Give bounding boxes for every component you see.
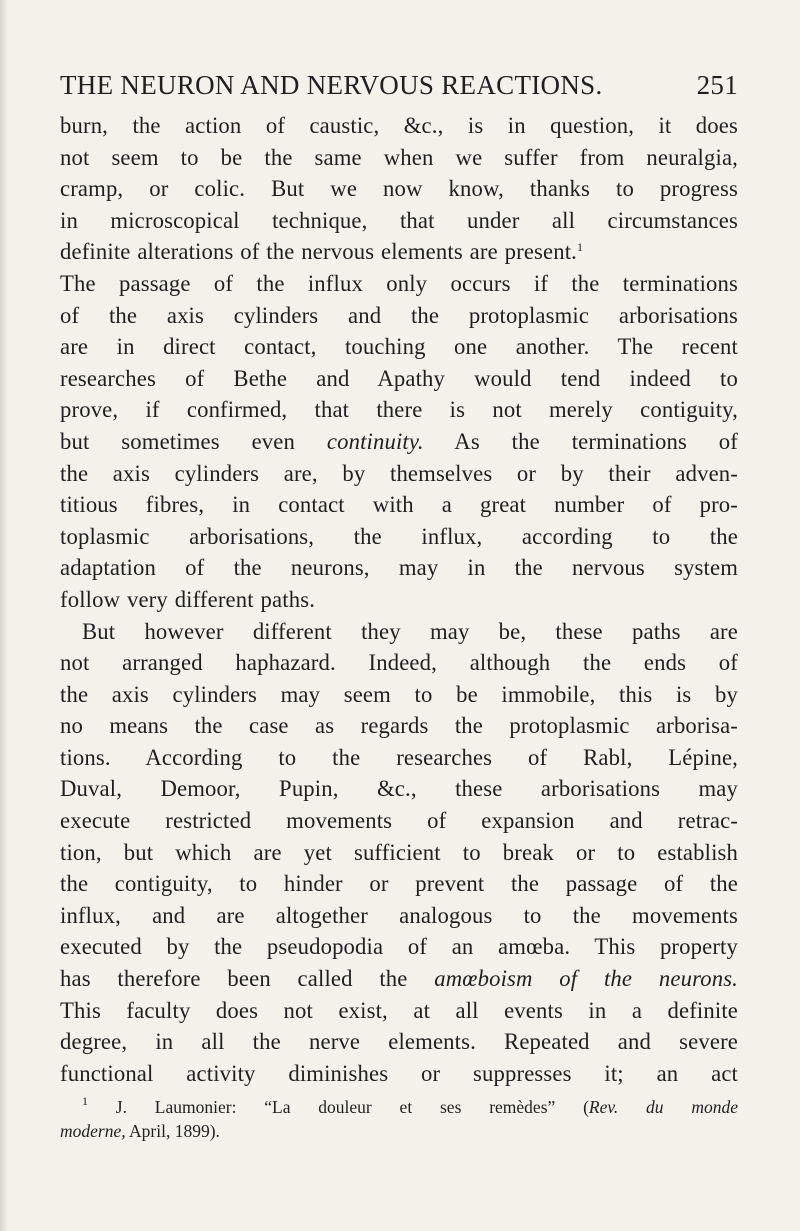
text-line: the axis cylinders may seem to be immobile, this is by — [60, 681, 738, 707]
text-line: tions. According to the researches of Rabl, Lépine, — [60, 744, 738, 770]
text-line: toplasmic arborisations, the influx, according to the — [60, 523, 738, 549]
text-line: no means the case as regards the protoplasmic arborisa- — [60, 713, 738, 739]
paragraph-2 — [60, 616, 738, 1090]
text-line: researches of Bethe and Apathy would tend indeed to — [60, 365, 738, 391]
text-line: not seem to be the same when we suffer from neuralgia, — [60, 144, 738, 170]
text-segment: but sometimes even — [60, 428, 327, 454]
body-text — [60, 110, 738, 1089]
text-segment: has therefore been called the — [60, 966, 435, 992]
running-head-title: THE NEURON AND NERVOUS REACTIONS. — [60, 70, 603, 100]
footnote — [60, 1095, 738, 1143]
text-line: of the axis cylinders and the protoplasmic arborisations — [60, 302, 738, 328]
text-line — [60, 426, 738, 458]
running-head — [60, 70, 738, 106]
footnote-line — [60, 1095, 738, 1119]
text-line: prove, if confirmed, that there is not merely contiguity, — [60, 397, 738, 423]
text-line: executed by the pseudopodia of an amœba. This property — [60, 934, 738, 960]
page-edge-shadow — [0, 0, 8, 1231]
text-line: not arranged haphazard. Indeed, although the ends of — [60, 650, 738, 676]
text-segment: definite alterations of the nervous elements are present. — [60, 239, 578, 265]
book-page — [60, 70, 738, 1143]
text-line: tion, but which are yet sufficient to break or to establish — [60, 839, 738, 865]
text-line: Duval, Demoor, Pupin, &c., these arborisations may — [60, 776, 738, 802]
footnote-text: April, 1899). — [125, 1121, 220, 1142]
text-line: in microscopical technique, that under all circumstances — [60, 207, 738, 233]
footnote-marker: 1 — [82, 1094, 88, 1109]
text-line: The passage of the influx only occurs if the terminations — [60, 270, 738, 296]
text-line: functional activity diminishes or suppresses it; an act — [60, 1060, 738, 1086]
page-number: 251 — [696, 70, 738, 100]
text-line: cramp, or colic. But we now know, thanks to progress — [60, 176, 738, 202]
text-line — [60, 236, 738, 268]
footnote-italic: Rev. du monde — [588, 1097, 738, 1118]
footnote-text: J. Laumonier: “La douleur et ses remèdes” ( — [88, 1097, 589, 1118]
text-line: the contiguity, to hinder or prevent the passage of the — [60, 871, 738, 897]
text-line: influx, and are altogether analogous to the movements — [60, 902, 738, 928]
footnote-reference: 1 — [577, 240, 584, 255]
text-line: burn, the action of caustic, &c., is in question, it does — [60, 113, 738, 138]
text-line — [60, 963, 738, 995]
text-line: But however different they may be, these paths are — [82, 618, 738, 644]
text-line: degree, in all the nerve elements. Repeated and severe — [60, 1029, 738, 1055]
footnote-line — [60, 1119, 738, 1143]
text-segment: As the terminations of — [423, 428, 738, 454]
italic-term: of the neurons. — [532, 966, 738, 992]
italic-term: continuity. — [326, 428, 424, 454]
text-line: follow very different paths. — [60, 586, 316, 612]
paragraph-1 — [60, 110, 738, 616]
italic-term: amœboism — [434, 966, 533, 992]
footnote-italic: moderne, — [60, 1121, 126, 1142]
text-line: execute restricted movements of expansion and retrac- — [60, 808, 738, 834]
text-line: the axis cylinders are, by themselves or by their adven- — [60, 460, 738, 486]
text-line: titious fibres, in contact with a great number of pro- — [60, 492, 738, 518]
text-line: adaptation of the neurons, may in the nervous system — [60, 555, 738, 581]
text-line: are in direct contact, touching one another. The recent — [60, 334, 738, 360]
text-line: This faculty does not exist, at all events in a definite — [60, 997, 738, 1023]
